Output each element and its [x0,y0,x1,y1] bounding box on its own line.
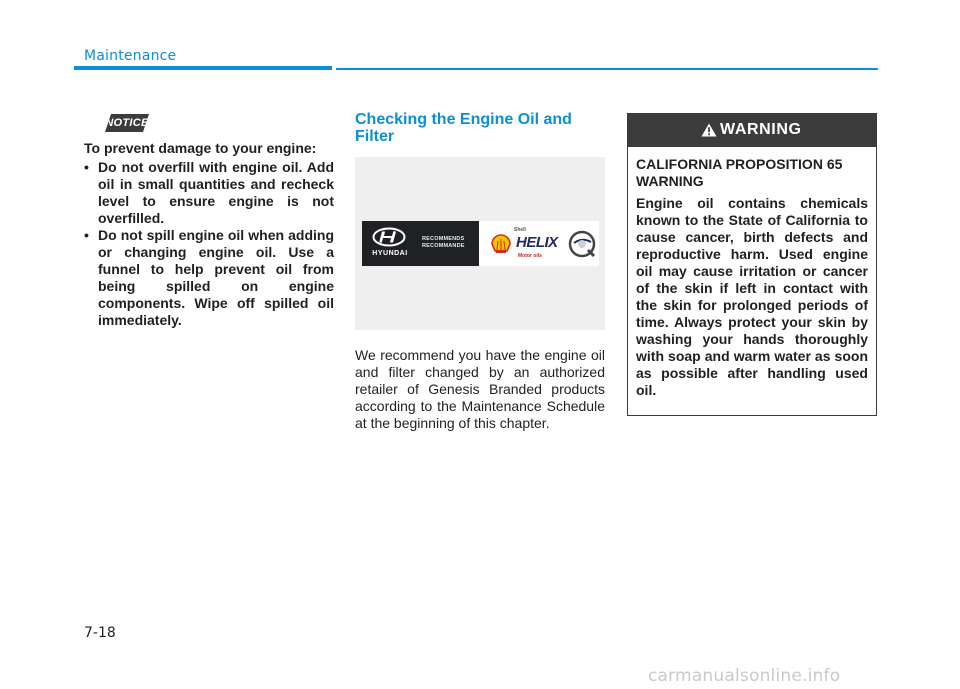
helix-logo [514,227,560,261]
warning-text: Engine oil contains chemicals known to the State of California to cause cancer, birth defects and reproductive harm. Used engine oil may cause irritation or cancer of the skin if left in contact with the skin for prolonged periods of time. Always protect your skin by washing your hands thoroughly with soap and warm water as soon as possible after handling used oil. [636,195,868,398]
hyundai-logo-block [362,221,479,266]
notice-bullet: • Do not overfill with engine oil. Add oil in small quantities and recheck level to ensure engine is not overfilled. [84,159,334,227]
logo-strip [362,221,599,266]
notice-badge [105,114,149,132]
quality-seal-icon [567,229,597,259]
notice-bullet: • Do not spill engine oil when adding or changing engine oil. Use a funnel to help prevent oil from being spilled on engine components. Wipe off spilled oil immediately. [84,227,334,329]
notice-label: NOTICE [105,117,149,129]
page-number: 7-18 [84,625,116,641]
helix-small-label: Shell [514,227,526,233]
recommends-line-2: RECOMMANDE [422,243,465,249]
header-rule-thin [336,68,878,70]
header-rule-thick [74,66,332,70]
recommends-line-1: RECOMMENDS [422,236,465,242]
hyundai-logo-icon [372,227,406,247]
watermark: carmanualsonline.info [648,666,841,686]
warning-heading: CALIFORNIA PROPOSITION 65 WARNING [636,156,843,189]
section-title: Maintenance [84,48,177,64]
notice-intro: To prevent damage to your engine: [84,140,317,156]
section-heading: Checking the Engine Oil and Filter [355,111,572,145]
section-paragraph: We recommend you have the engine oil and filter changed by an authorized retailer of Genesis Branded products according to the Maintenance Schedule at the beginning of this chapter. [355,347,605,431]
warning-title: WARNING [720,121,802,138]
warning-triangle-icon [701,123,717,137]
section-body [355,347,605,432]
hyundai-wordmark: HYUNDAI [372,250,408,257]
brand-logos-image [355,157,605,330]
warning-box [627,113,877,416]
warning-body [636,156,868,399]
warning-header [628,114,876,147]
shell-logo-icon [490,233,512,255]
helix-wordmark: HELIX [516,234,558,251]
helix-sub-label: Motor oils [518,253,542,259]
recommends-text [422,236,477,250]
notice-content [84,140,334,329]
notice-list [84,159,334,329]
